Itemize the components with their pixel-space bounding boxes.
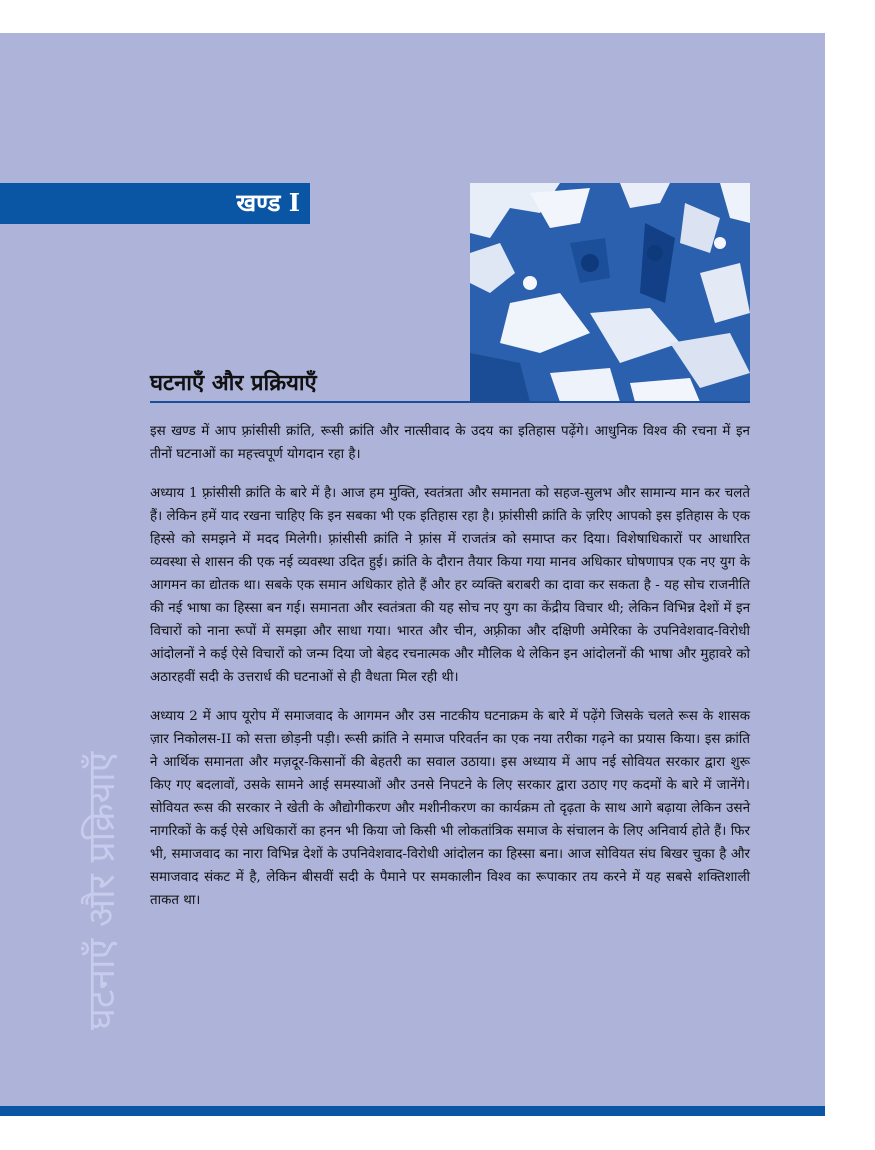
vertical-part-title: घटनाएँ और प्रक्रियाएँ bbox=[80, 751, 123, 1030]
bottom-accent-bar bbox=[0, 1106, 825, 1116]
intro-text bbox=[150, 420, 750, 928]
painting-graphic bbox=[470, 183, 750, 402]
paragraph-chapter-2: अध्याय 2 में आप यूरोप में समाजवाद के आगमन और उस नाटकीय घटनाक्रम के बारे में पढ़ेंगे जिसके चलते रूस के शासक ज़ार निकोलस-II को सत्ता छोड़नी पड़ी। रूसी क्रांति ने समाज परिवर्तन का एक नया तरीका गढ़ने का प्रयास किया। इस क्रांति ने आर्थिक समानता और मज़दूर-किसानों की बेहतरी का सवाल उठाया। इस अध्याय में आप नई सोवियत सरकार द्वारा शुरू किए गए बदलावों, उसके सामने आई समस्याओं और उनसे निपटने के लिए सरकार द्वारा उठाए गए कदमों के बारे में जानेंगे। सोवियत रूस की सरकार ने खेती के औद्योगीकरण और मशीनीकरण का कार्यक्रम तो दृढ़ता के साथ आगे बढ़ाया लेकिन उसने नागरिकों के कई ऐसे अधिकारों का हनन भी किया जो किसी भी लोकतांत्रिक समाज के संचालन के लिए अनिवार्य होते हैं। फिर भी, समाजवाद का नारा विभिन्न देशों के उपनिवेशवाद-विरोधी आंदोलन का हिस्सा बना। आज सोवियत संघ बिखर चुका है और समाजवाद संकट में है, लेकिन बीसवीं सदी के पैमाने पर समकालीन विश्व का रूपाकार तय करने में यह सबसे शक्तिशाली ताकत था। bbox=[150, 709, 750, 908]
section-label: खण्ड I bbox=[236, 188, 300, 217]
revolution-painting-image bbox=[470, 183, 750, 402]
paragraph-chapter-1: अध्याय 1 फ़्रांसीसी क्रांति के बारे में है। आज हम मुक्ति, स्वतंत्रता और समानता को सहज-सुलभ और सामान्य मान कर चलते हैं। लेकिन हमें याद रखना चाहिए कि इन सबका भी एक इतिहास रहा है। फ़्रांसीसी क्रांति के ज़रिए आपको इस इतिहास के एक हिस्से को समझने में मदद मिलेगी। फ़्रांसीसी क्रांति ने फ़्रांस में राजतंत्र को समाप्त कर दिया। विशेषाधिकारों पर आधारित व्यवस्था से शासन की एक नई व्यवस्था उदित हुई। क्रांति के दौरान तैयार किया गया मानव अधिकार घोषणापत्र एक नए युग के आगमन का द्योतक था। सबके एक समान अधिकार होते हैं और हर व्यक्ति बराबरी का दावा कर सकता है - यह सोच राजनीति की नई भाषा का हिस्सा बन गई। समानता और स्वतंत्रता की यह सोच नए युग का केंद्रीय विचार थी; लेकिन विभिन्न देशों में इन विचारों को नाना रूपों में समझा और साधा गया। भारत और चीन, अफ़्रीका और दक्षिणी अमेरिका के उपनिवेशवाद-विरोधी आंदोलनों ने कई ऐसे विचारों को जन्म दिया जो बेहद रचनात्मक और मौलिक थे लेकिन इन आंदोलनों की भाषा और मुहावरे को अठारहवीं सदी के उत्तरार्ध की घटनाओं से ही वैधता मिल रही थी। bbox=[150, 486, 750, 685]
title-underline bbox=[150, 401, 750, 403]
paragraph-intro: इस खण्ड में आप फ़्रांसीसी क्रांति, रूसी क्रांति और नात्सीवाद के उदय का इतिहास पढ़ेंगे। आधुनिक विश्व की रचना में इन तीनों घटनाओं का महत्त्वपूर्ण योगदान रहा है। bbox=[150, 424, 750, 462]
part-title: घटनाएँ और प्रक्रियाएँ bbox=[150, 370, 317, 396]
section-banner bbox=[0, 183, 310, 224]
